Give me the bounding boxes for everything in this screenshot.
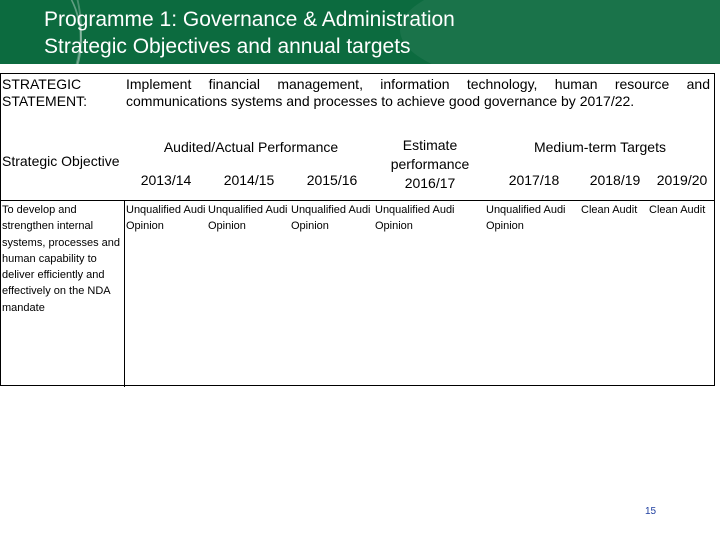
page-number: 15 [645,506,657,517]
year-header: 2013/14 [140,172,192,188]
estimate-header: Estimate performance 2016/17 [390,137,470,191]
strategic-statement-label: STRATEGIC STATEMENT: [2,76,88,109]
value-cell: Unqualified Audi Opinion [208,204,288,233]
value-cell: Clean Audit [581,204,638,216]
row-divider [1,200,714,201]
column-divider [124,201,125,387]
value-cell: Unqualified Audi Opinion [486,204,566,233]
slide-title [44,6,455,60]
value-cell: Unqualified Audi Opinion [375,204,455,233]
medium-term-header: Medium-term Targets [533,139,666,155]
strategic-objective-label: Strategic Objective [2,153,120,169]
value-cell: Unqualified Audi Opinion [291,204,371,233]
slide-title-line1: Programme 1: Governance & Administration [44,8,455,31]
value-cell: Unqualified Audi Opinion [126,204,206,233]
targets-table [0,73,715,386]
year-header: 2019/20 [656,172,708,188]
year-header: 2018/19 [589,172,641,188]
slide-title-line2: Strategic Objectives and annual targets [44,35,411,58]
audited-actual-header: Audited/Actual Performance [163,139,339,155]
year-header: 2017/18 [508,172,560,188]
objective-cell: To develop and strengthen internal systems, processes and human capability to deliver efficiently and effectively on the NDA mandate [2,204,120,314]
slide-header [0,0,720,64]
value-cell: Clean Audit [649,204,706,216]
year-header: 2014/15 [223,172,275,188]
strategic-statement-text: Implement financial management, information technology, human resource and communications systems and processes to achieve good governance by 2017/22. [126,76,710,109]
year-header: 2015/16 [306,172,358,188]
